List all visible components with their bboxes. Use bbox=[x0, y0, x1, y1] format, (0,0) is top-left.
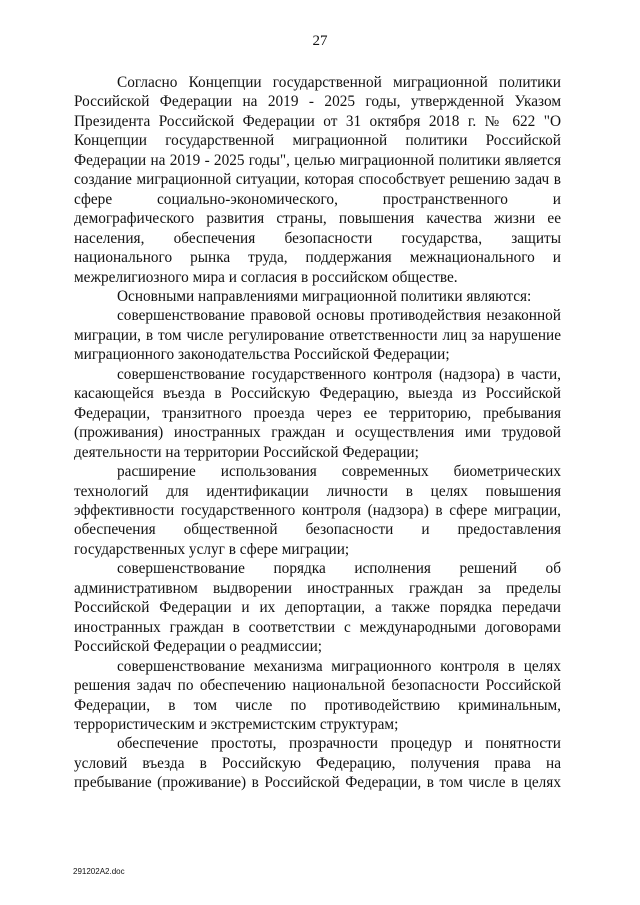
footer-document-code: 291202А2.doc bbox=[73, 867, 125, 876]
paragraph-biometric-technologies: расширение использования современных биометрических технологий для идентификации личности в целях повышения эффективности государственного контроля (надзора) в сфере миграции, обеспечения общественной безопасности и предоставления государственных услуг в сфере миграции; bbox=[74, 463, 561, 558]
paragraph-migration-policy-goal: Согласно Концепции государственной миграционной политики Российской Федерации на 2019 - 2025 годы, утвержденной Указом Президента Российской Федерации от 31 октября 2018 г. № 622 "О Концепции государственной миграционной политики Российской Федерации на 2019 - 2025 годы", целью миграционной политики является создание миграционной ситуации, которая способствует решению задач в сфере социально-экономического, пространственного и демографического развития страны, повышения качества жизни ее населения, обеспечения безопасности государства, защиты национального рынка труда, поддержания межнационального и межрелигиозного мира и согласия в российском обществе. bbox=[74, 74, 561, 286]
paragraph-legal-basis: совершенствование правовой основы противодействия незаконной миграции, в том числе регулирование ответственности лиц за нарушение миграционного законодательства Российской Федерации; bbox=[74, 307, 561, 364]
document-body bbox=[74, 73, 561, 793]
paragraph-migration-control-mechanism: совершенствование механизма миграционного контроля в целях решения задач по обеспечению национальной безопасности Российской Федерации, в том числе по противодействию криминальным, террористическим и экстремистским структурам; bbox=[74, 657, 561, 733]
paragraph-state-control: совершенствование государственного контроля (надзора) в части, касающейся въезда в Российскую Федерацию, выезда из Российской Федерации, транзитного проезда через ее территорию, пребывания (проживания) иностранных граждан и осуществления ими трудовой деятельности на территории Российской Федерации; bbox=[74, 365, 561, 461]
paragraph-main-directions-intro: Основными направлениями миграционной политики являются: bbox=[117, 287, 532, 305]
page-number: 27 bbox=[312, 33, 328, 49]
paragraph-expulsion-deportation: совершенствование порядка исполнения решений об административном выдворении иностранных граждан за пределы Российской Федерации и их депортации, а также порядка передачи иностранных граждан в соответствии с международными договорами Российской Федерации о реадмиссии; bbox=[74, 560, 561, 656]
paragraph-simplicity-transparency: обеспечение простоты, прозрачности процедур и понятности условий въезда в Российскую Федерацию, получения права на пребывание (проживание) в Российской Федерации, в том числе в целях bbox=[74, 735, 561, 792]
